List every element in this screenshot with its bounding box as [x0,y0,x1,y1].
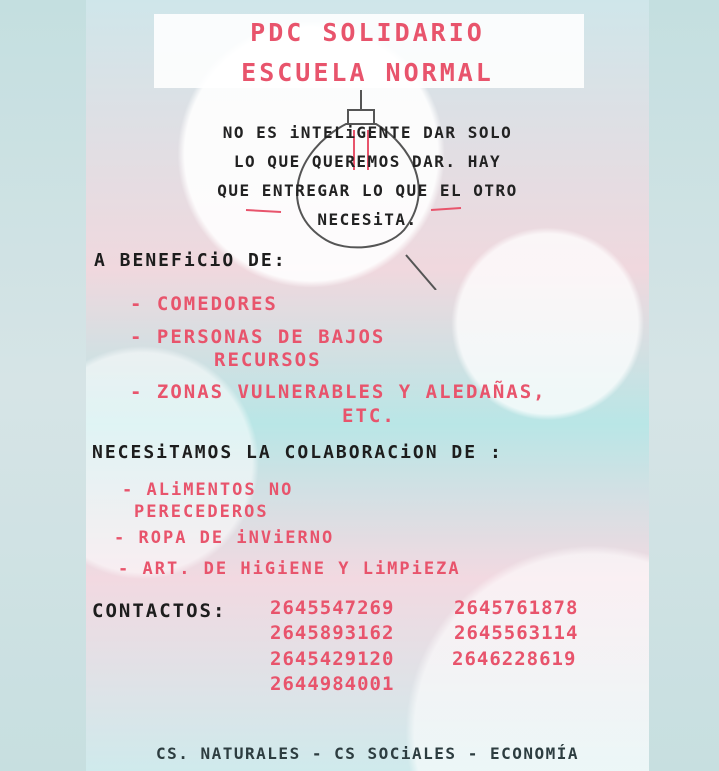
list-item: - ALiMENTOS NO [122,478,293,502]
list-item-cont: ETC. [342,405,396,427]
list-item: - ART. DE HiGiENE Y LiMPiEZA [118,557,461,581]
quote-line: NECESiTA. [317,210,418,229]
quote-line: QUE ENTREGAR LO QUE EL OTRO [217,181,518,200]
phone-number: 2645893162 [270,622,395,644]
title-line-1: PDC SOLIDARIO [250,18,485,47]
quote-line: LO QUE QUEREMOS DAR. HAY [233,152,502,171]
list-item: - COMEDORES [130,292,278,316]
right-margin [649,0,719,771]
poster [86,0,649,771]
phone-number: 2645563114 [454,622,579,644]
left-margin [0,0,86,771]
quote-line: NO ES iNTELiGENTE DAR SOLO [222,123,513,142]
contactos-label: CONTACTOS: [92,600,227,622]
phone-number: 2645429120 [270,648,395,670]
colaboracion-heading: NECESiTAMOS LA COLABORACiON DE : [92,442,503,463]
quote [86,118,649,234]
list-item: - ROPA DE iNViERNO [114,526,334,550]
phone-number: 2646228619 [452,648,577,670]
phone-number: 2644984001 [270,673,395,695]
list-item-cont: PERECEDEROS [134,502,269,522]
beneficio-heading: A BENEFiCiO DE: [94,250,287,271]
phone-number: 2645761878 [454,597,579,619]
list-item: - ZONAS VULNERABLES Y ALEDAÑAS, [130,380,547,404]
list-item-cont: RECURSOS [214,349,322,371]
footer: CS. NATURALES - CS SOCiALES - ECONOMÍA [155,744,580,763]
title-line-2: ESCUELA NORMAL [241,58,494,87]
list-item: - PERSONAS DE BAJOS [130,325,385,349]
phone-number: 2645547269 [270,597,395,619]
